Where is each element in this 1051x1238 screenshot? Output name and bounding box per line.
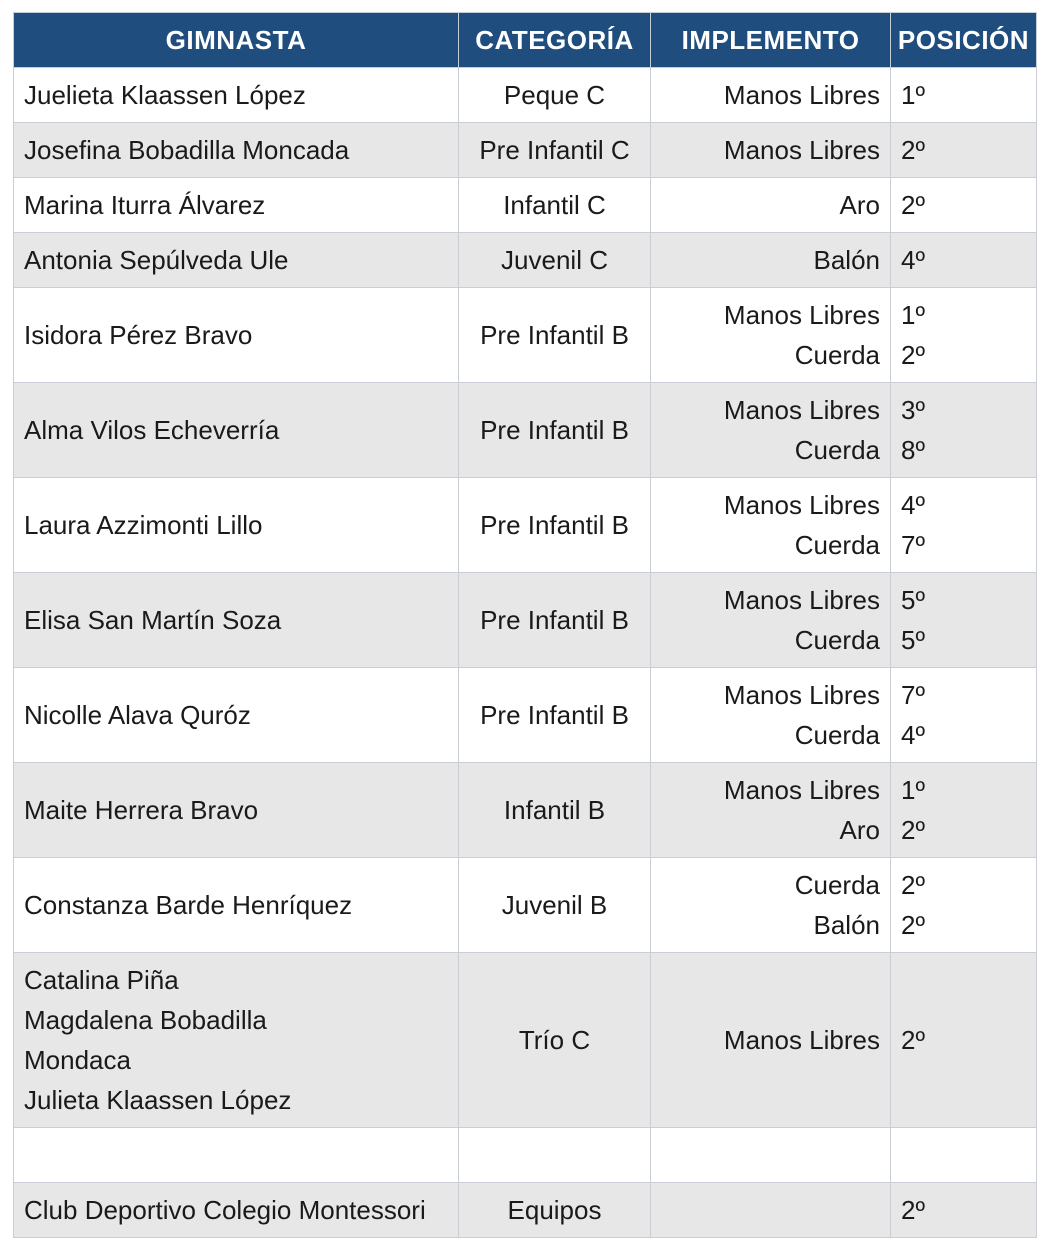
table-row: [14, 573, 1037, 668]
table-row: [14, 953, 1037, 1128]
position-label: 3º: [901, 395, 925, 425]
implement-cell: [651, 288, 891, 383]
name-cell: [14, 573, 459, 668]
gymnast-name: Magdalena Bobadilla: [24, 1005, 267, 1035]
position-cell: [891, 288, 1037, 383]
gymnast-name: Julieta Klaassen López: [24, 1085, 292, 1115]
position-label: 7º: [901, 530, 925, 560]
category-cell: [459, 178, 651, 233]
position-label: 2º: [901, 340, 925, 370]
implement-cell: [651, 763, 891, 858]
implement-label: Manos Libres: [723, 300, 880, 330]
position-cell: [891, 478, 1037, 573]
table-row: [14, 1128, 1037, 1183]
position-label: 8º: [901, 435, 925, 465]
position-cell: [891, 383, 1037, 478]
gymnast-name: Club Deportivo Colegio Montessori: [24, 1195, 426, 1225]
implement-label: Manos Libres: [723, 775, 880, 805]
category-cell: [459, 478, 651, 573]
position-cell: [891, 233, 1037, 288]
implement-cell: [651, 953, 891, 1128]
implement-label: Manos Libres: [723, 490, 880, 520]
position-label: 1º: [901, 300, 925, 330]
category-cell: [459, 953, 651, 1128]
implement-cell: [651, 1128, 891, 1183]
implement-label: Cuerda: [794, 625, 880, 655]
results-table: [13, 12, 1037, 1238]
name-cell: [14, 953, 459, 1128]
name-cell: [14, 233, 459, 288]
category-cell: [459, 668, 651, 763]
table-body: [14, 68, 1037, 1238]
name-cell: [14, 1183, 459, 1238]
table-row: [14, 233, 1037, 288]
position-label: 4º: [901, 490, 925, 520]
implement-label: Cuerda: [794, 340, 880, 370]
table-row: [14, 288, 1037, 383]
table-row: [14, 68, 1037, 123]
name-cell: [14, 858, 459, 953]
implement-label: Cuerda: [794, 720, 880, 750]
name-cell: [14, 383, 459, 478]
gymnast-name: Nicolle Alava Quróz: [24, 700, 251, 730]
gymnast-name: Maite Herrera Bravo: [24, 795, 259, 825]
header-implemento: IMPLEMENTO: [651, 13, 891, 68]
implement-label: Balón: [813, 245, 880, 275]
category-cell: [459, 1183, 651, 1238]
category-label: Pre Infantil B: [480, 510, 629, 540]
position-label: 2º: [901, 815, 925, 845]
position-cell: [891, 68, 1037, 123]
category-cell: [459, 1128, 651, 1183]
table-row: [14, 478, 1037, 573]
implement-label: Manos Libres: [723, 1025, 880, 1055]
category-cell: [459, 68, 651, 123]
category-cell: [459, 383, 651, 478]
gymnast-name: Elisa San Martín Soza: [24, 605, 282, 635]
header-gimnasta: GIMNASTA: [14, 13, 459, 68]
implement-cell: [651, 1183, 891, 1238]
category-label: Peque C: [503, 80, 606, 110]
category-label: Infantil C: [503, 190, 606, 220]
implement-label: Manos Libres: [723, 680, 880, 710]
position-cell: [891, 178, 1037, 233]
position-label: 1º: [901, 775, 925, 805]
position-label: 1º: [901, 80, 925, 110]
category-label: Pre Infantil C: [479, 135, 630, 165]
table-row: [14, 123, 1037, 178]
implement-label: Manos Libres: [723, 585, 880, 615]
header-posicion: POSICIÓN: [891, 13, 1037, 68]
position-cell: [891, 123, 1037, 178]
position-label: 2º: [901, 1195, 925, 1225]
implement-cell: [651, 233, 891, 288]
implement-label: Cuerda: [794, 435, 880, 465]
gymnast-name: Isidora Pérez Bravo: [24, 320, 253, 350]
implement-cell: [651, 668, 891, 763]
table-row: [14, 763, 1037, 858]
gymnast-name: Antonia Sepúlveda Ule: [24, 245, 289, 275]
position-cell: [891, 763, 1037, 858]
implement-label: Balón: [813, 910, 880, 940]
position-label: 2º: [901, 870, 925, 900]
position-cell: [891, 1128, 1037, 1183]
implement-label: Aro: [839, 815, 880, 845]
table-row: [14, 383, 1037, 478]
position-label: 2º: [901, 190, 925, 220]
category-cell: [459, 573, 651, 668]
gymnast-name: Josefina Bobadilla Moncada: [24, 135, 350, 165]
position-label: 4º: [901, 720, 925, 750]
category-label: Juvenil B: [501, 890, 608, 920]
gymnast-name: Marina Iturra Álvarez: [24, 190, 266, 220]
category-cell: [459, 763, 651, 858]
position-label: 2º: [901, 910, 925, 940]
implement-label: Manos Libres: [723, 395, 880, 425]
table-row: [14, 178, 1037, 233]
position-cell: [891, 1183, 1037, 1238]
gymnast-name: Juelieta Klaassen López: [24, 80, 306, 110]
category-label: Pre Infantil B: [480, 605, 629, 635]
position-cell: [891, 953, 1037, 1128]
name-cell: [14, 668, 459, 763]
table-row: [14, 858, 1037, 953]
implement-cell: [651, 478, 891, 573]
position-label: 5º: [901, 625, 925, 655]
category-label: Infantil B: [503, 795, 606, 825]
position-label: 2º: [901, 135, 925, 165]
category-cell: [459, 123, 651, 178]
name-cell: [14, 478, 459, 573]
gymnast-name: Mondaca: [24, 1045, 131, 1075]
position-label: 7º: [901, 680, 925, 710]
table-header: [14, 13, 1037, 68]
implement-cell: [651, 383, 891, 478]
implement-label: Cuerda: [794, 870, 880, 900]
position-cell: [891, 668, 1037, 763]
category-label: Pre Infantil B: [480, 415, 629, 445]
category-label: Trío C: [518, 1025, 591, 1055]
implement-label: Cuerda: [794, 530, 880, 560]
gymnast-name: Catalina Piña: [24, 965, 179, 995]
position-label: 5º: [901, 585, 925, 615]
name-cell: [14, 288, 459, 383]
implement-label: Aro: [839, 190, 880, 220]
name-cell: [14, 763, 459, 858]
gymnast-name: Alma Vilos Echeverría: [24, 415, 280, 445]
gymnast-name: Constanza Barde Henríquez: [24, 890, 353, 920]
name-cell: [14, 178, 459, 233]
category-label: Juvenil C: [501, 245, 608, 275]
category-cell: [459, 233, 651, 288]
category-label: Equipos: [507, 1195, 602, 1225]
category-label: Pre Infantil B: [480, 320, 629, 350]
position-cell: [891, 573, 1037, 668]
category-label: Pre Infantil B: [480, 700, 629, 730]
name-cell: [14, 123, 459, 178]
implement-cell: [651, 178, 891, 233]
implement-cell: [651, 123, 891, 178]
implement-cell: [651, 68, 891, 123]
implement-label: Manos Libres: [723, 80, 880, 110]
implement-cell: [651, 573, 891, 668]
position-cell: [891, 858, 1037, 953]
gymnast-name: Laura Azzimonti Lillo: [24, 510, 263, 540]
table-row: [14, 668, 1037, 763]
name-cell: [14, 1128, 459, 1183]
position-label: 2º: [901, 1025, 925, 1055]
category-cell: [459, 288, 651, 383]
header-categoria: CATEGORÍA: [459, 13, 651, 68]
position-label: 4º: [901, 245, 925, 275]
category-cell: [459, 858, 651, 953]
table-row: [14, 1183, 1037, 1238]
implement-cell: [651, 858, 891, 953]
header-row: [14, 13, 1037, 68]
name-cell: [14, 68, 459, 123]
implement-label: Manos Libres: [723, 135, 880, 165]
